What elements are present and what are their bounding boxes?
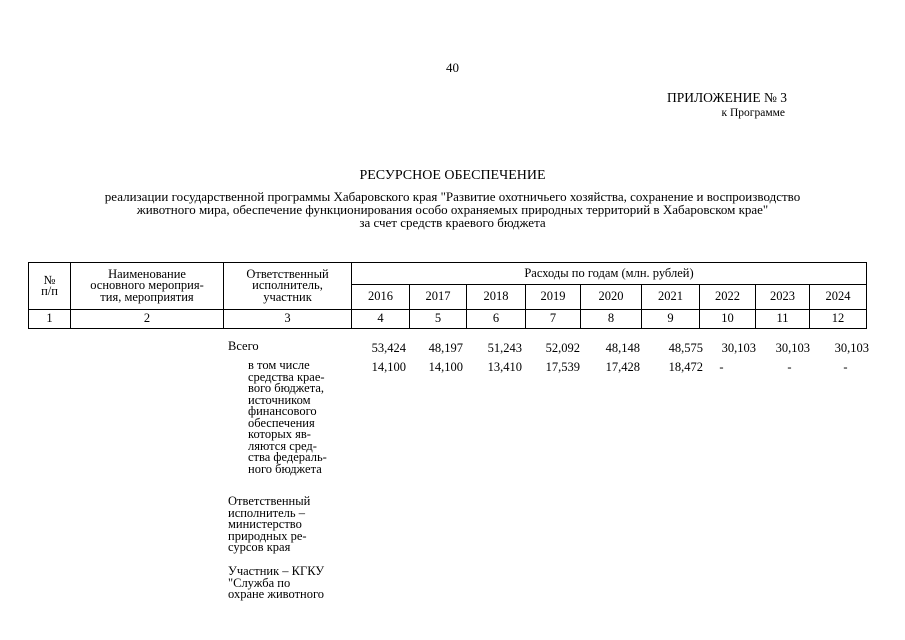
header-year: 2019 bbox=[526, 285, 581, 310]
column-number: 7 bbox=[526, 310, 581, 329]
column-number: 5 bbox=[410, 310, 467, 329]
table-cell: 17,539 bbox=[545, 360, 580, 374]
appendix-title: ПРИЛОЖЕНИЕ № 3 bbox=[666, 90, 787, 105]
table-cell: 51,243 bbox=[487, 341, 522, 355]
subtitle-line-1: реализации государственной программы Хабаровского края "Развитие охотничьего хозяйства, сохранение и воспроизводство bbox=[104, 189, 801, 204]
row-label-federal-share: в том числе средства крае- вого бюджета, источником финансового обеспечения которых яв- ляются сред- ства федераль- ного бюджета bbox=[248, 358, 327, 476]
column-number: 11 bbox=[756, 310, 810, 329]
header-year: 2017 bbox=[410, 285, 467, 310]
column-number: 12 bbox=[810, 310, 867, 329]
header-year: 2023 bbox=[756, 285, 810, 310]
header-year: 2021 bbox=[642, 285, 700, 310]
table-cell: 14,100 bbox=[371, 360, 406, 374]
table-cell: 30,103 bbox=[775, 341, 810, 355]
table-cell: 18,472 bbox=[668, 360, 703, 374]
table-cell: 30,103 bbox=[834, 341, 869, 355]
header-name: Наименование основного мероприя- тия, мероприятия bbox=[71, 263, 224, 310]
table-cell: 48,148 bbox=[605, 341, 640, 355]
table-cell: 30,103 bbox=[721, 341, 756, 355]
header-year: 2024 bbox=[810, 285, 867, 310]
header-expenses: Расходы по годам (млн. рублей) bbox=[352, 263, 867, 285]
table-cell: 48,197 bbox=[428, 341, 463, 355]
column-number: 4 bbox=[352, 310, 410, 329]
page-number: 40 bbox=[446, 60, 459, 75]
column-number: 2 bbox=[71, 310, 224, 329]
table-cell: - bbox=[719, 360, 724, 374]
header-year: 2020 bbox=[581, 285, 642, 310]
document-title: РЕСУРСНОЕ ОБЕСПЕЧЕНИЕ bbox=[359, 168, 546, 183]
table-cell: 17,428 bbox=[605, 360, 640, 374]
column-number: 9 bbox=[642, 310, 700, 329]
header-executor: Ответственный исполнитель, участник bbox=[224, 263, 352, 310]
document-subtitle bbox=[30, 190, 875, 229]
row-label-total: Всего bbox=[228, 339, 259, 353]
appendix-subtitle: к Программе bbox=[721, 107, 785, 119]
header-year: 2016 bbox=[352, 285, 410, 310]
column-number: 10 bbox=[700, 310, 756, 329]
column-number: 8 bbox=[581, 310, 642, 329]
column-number: 1 bbox=[29, 310, 71, 329]
table-cell: 52,092 bbox=[545, 341, 580, 355]
table-cell: 14,100 bbox=[428, 360, 463, 374]
table-cell: 48,575 bbox=[668, 341, 703, 355]
row-label-responsible-executor: Ответственный исполнитель – министерство природных ре- сурсов края bbox=[228, 494, 311, 554]
subtitle-line-3: за счет средств краевого бюджета bbox=[359, 215, 546, 230]
resource-table-header bbox=[28, 262, 867, 329]
table-cell: - bbox=[843, 360, 848, 374]
column-number: 3 bbox=[224, 310, 352, 329]
row-label-participant: Участник – КГКУ "Служба по охране животного bbox=[228, 564, 325, 601]
table-cell: 53,424 bbox=[371, 341, 406, 355]
column-number: 6 bbox=[467, 310, 526, 329]
header-num: № п/п bbox=[29, 263, 71, 310]
subtitle-line-2: животного мира, обеспечение функционирования особо охраняемых природных территорий в Хабаровском крае" bbox=[136, 202, 769, 217]
table-cell: 13,410 bbox=[487, 360, 522, 374]
header-year: 2022 bbox=[700, 285, 756, 310]
header-year: 2018 bbox=[467, 285, 526, 310]
table-cell: - bbox=[787, 360, 792, 374]
